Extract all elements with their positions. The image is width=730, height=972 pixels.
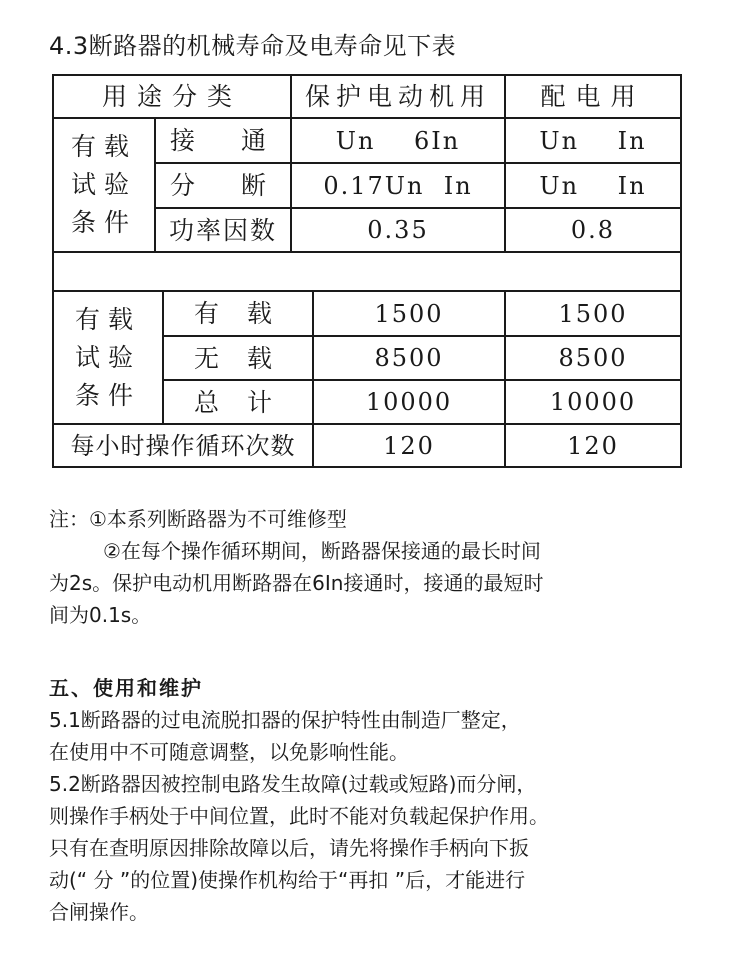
electric-group-label-line: 有载 <box>70 132 137 161</box>
section-line: 5.2断路器因被控制电路发生故障(过载或短路)而分闸， <box>49 772 537 796</box>
header-motor: 保护电动机用 <box>304 82 491 111</box>
mechanical-group-label-line: 有载 <box>74 304 141 334</box>
cell-cycles-motor: 120 <box>383 431 435 460</box>
cell-loaded-distribution: 1500 <box>558 299 628 328</box>
cell-make-motor: Un 6In <box>335 126 461 155</box>
row-label-loaded: 有 载 <box>194 299 282 328</box>
notes <box>49 503 543 631</box>
life-table <box>52 74 682 468</box>
cell-total-distribution: 10000 <box>549 388 637 416</box>
section-heading: 五、使用和维护 <box>49 676 203 700</box>
usage-maintenance-section <box>49 672 549 928</box>
section-line: 合闸操作。 <box>49 900 149 924</box>
cell-break-motor: 0.17Un In <box>323 171 473 200</box>
row-label-power-factor: 功率因数 <box>168 215 277 245</box>
cell-power-factor-distribution: 0.8 <box>570 216 616 244</box>
electric-group-label-line: 条件 <box>70 208 137 237</box>
header-category: 用途分类 <box>101 82 242 111</box>
table-border-right <box>680 74 682 468</box>
section-line: 动(“ 分 ”的位置)使操作机构给于“再扣 ”后，才能进行 <box>49 868 526 892</box>
section-title: 4.3断路器的机械寿命及电寿命见下表 <box>49 32 457 60</box>
section-line: 则操作手柄处于中间位置，此时不能对负载起保护作用。 <box>49 804 549 828</box>
cell-total-motor: 10000 <box>365 388 453 416</box>
mechanical-group-label-line: 条件 <box>74 380 141 410</box>
row-label-make: 接 通 <box>170 126 276 155</box>
row-label-break: 分 断 <box>170 171 276 200</box>
note-line: 为2s。保护电动机用断路器在6In接通时，接通的最短时 <box>49 571 544 595</box>
header-distribution: 配电用 <box>540 82 646 111</box>
section-line: 5.1断路器的过电流脱扣器的保护特性由制造厂整定， <box>49 708 521 732</box>
cell-loaded-motor: 1500 <box>374 299 444 328</box>
note-line: 间为0.1s。 <box>49 603 152 627</box>
electric-group-label-line: 试验 <box>70 170 137 199</box>
cell-break-distribution: Un In <box>539 171 647 200</box>
note-line: ②在每个操作循环期间，断路器保接通的最长时间 <box>103 539 541 563</box>
row-label-total: 总 计 <box>194 387 282 417</box>
note-line: 注：①本系列断路器为不可维修型 <box>49 507 347 531</box>
cell-make-distribution: Un In <box>539 126 647 155</box>
cell-unloaded-motor: 8500 <box>374 344 444 372</box>
electric-group-label <box>54 119 154 251</box>
section-line: 在使用中不可随意调整，以免影响性能。 <box>49 740 409 764</box>
table-border-bottom <box>52 466 682 468</box>
table-rule <box>52 251 682 253</box>
row-label-unloaded: 无 载 <box>194 343 282 373</box>
section-line: 只有在查明原因排除故障以后，请先将操作手柄向下扳 <box>49 836 529 860</box>
mechanical-group-label-line: 试验 <box>74 342 141 372</box>
cell-cycles-distribution: 120 <box>567 431 619 460</box>
cell-unloaded-distribution: 8500 <box>558 344 628 372</box>
mechanical-group-label <box>54 292 162 423</box>
cell-power-factor-motor: 0.35 <box>367 216 429 244</box>
row-label-cycles-per-hour: 每小时操作循环次数 <box>70 431 296 460</box>
